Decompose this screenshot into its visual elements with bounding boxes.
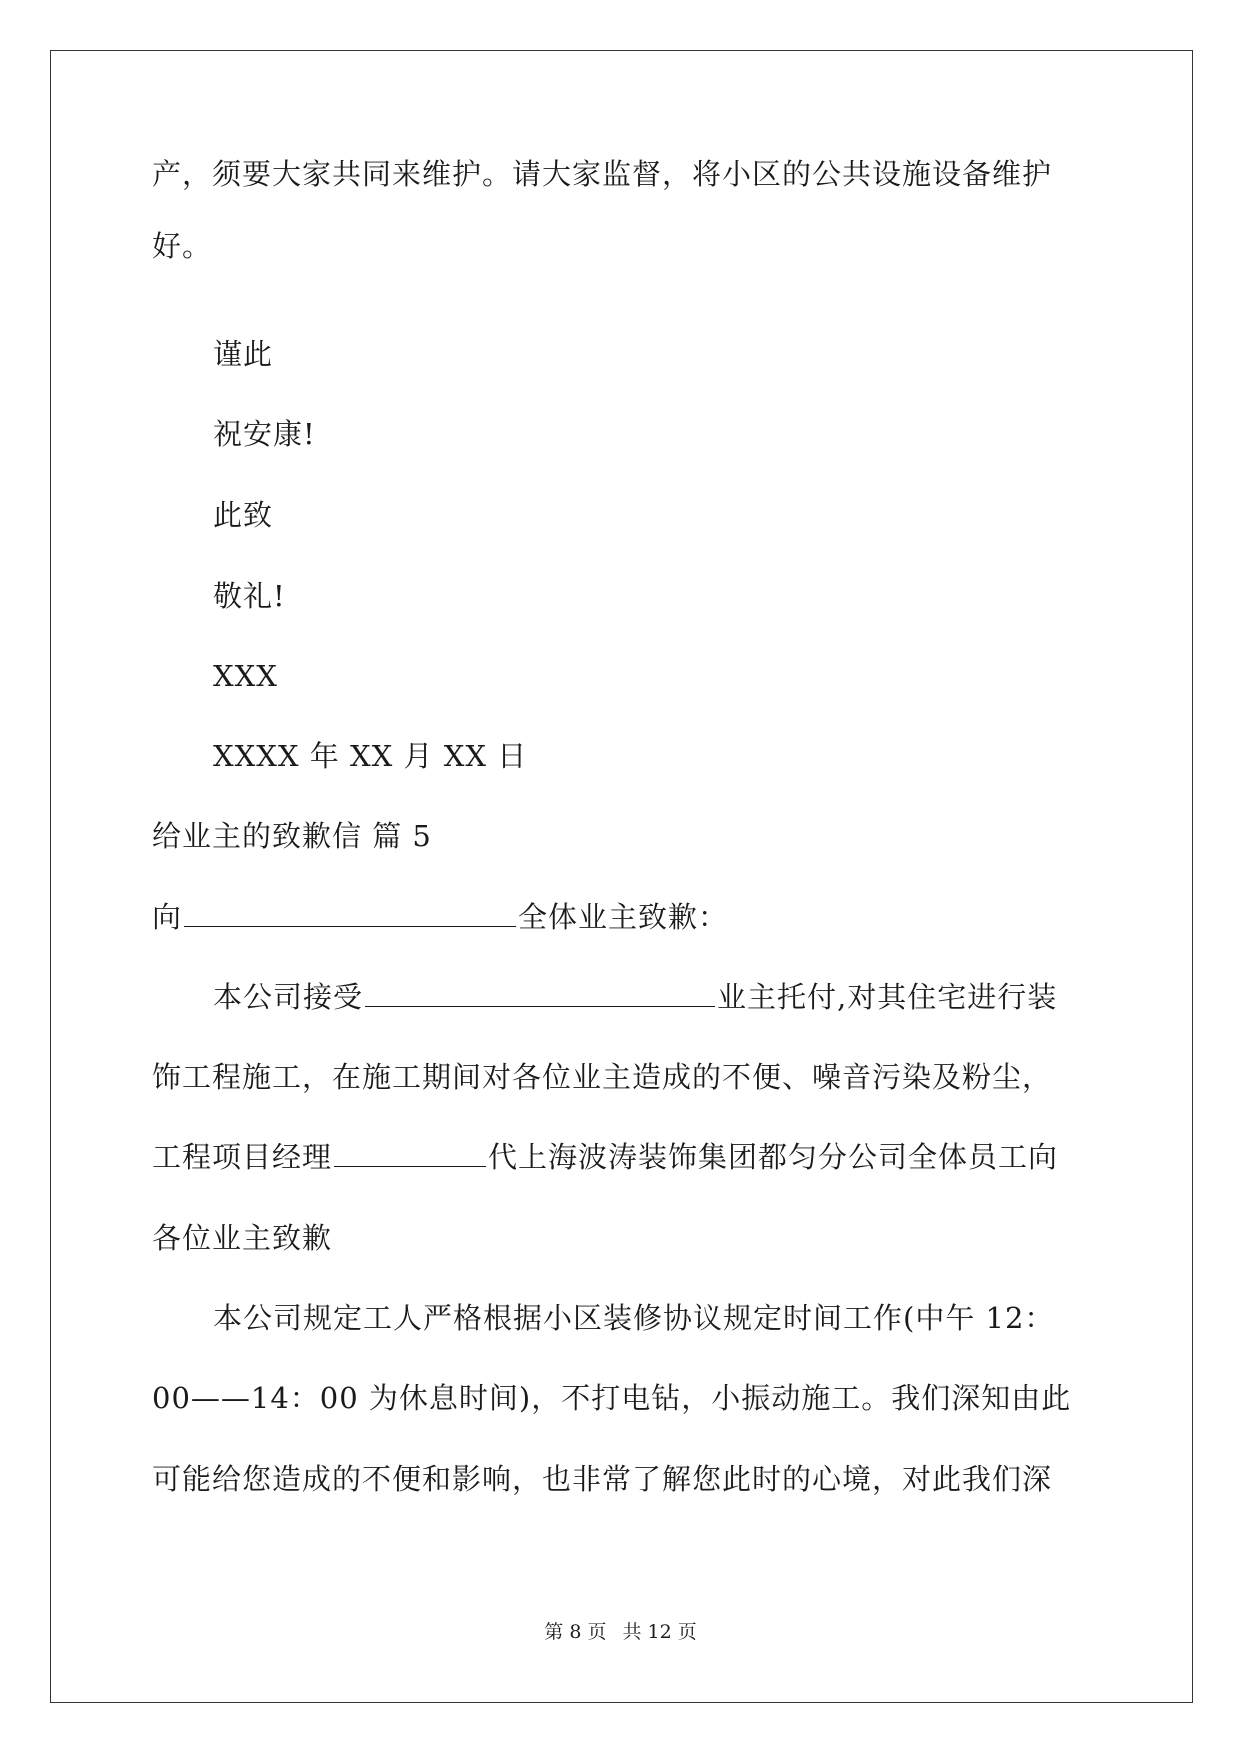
address-suffix: 全体业主致歉： [518, 900, 729, 934]
fill-blank [334, 1140, 486, 1167]
page-border [50, 50, 1193, 1703]
page-total: 共 12 页 [622, 1621, 697, 1643]
body-line-6: 00——14：00 为休息时间)，不打电钻，小振动施工。我们深知由此 [152, 1381, 1072, 1415]
body-line-1-suffix: 业主托付,对其住宅进行装 [717, 980, 1058, 1014]
date-line: XXXX 年 XX 月 XX 日 [213, 739, 528, 773]
body-line-5: 本公司规定工人严格根据小区装修协议规定时间工作(中午 12： [213, 1301, 1055, 1335]
body-line-1 [213, 977, 1057, 1017]
address-line [152, 897, 728, 937]
text-line-2: 好。 [152, 229, 213, 263]
body-line-3-suffix: 代上海波涛装饰集团都匀分公司全体员工向 [488, 1140, 1059, 1174]
body-line-7: 可能给您造成的不便和影响，也非常了解您此时的心境，对此我们深 [152, 1462, 1053, 1496]
page-footer [0, 1620, 1241, 1644]
body-line-1-prefix: 本公司接受 [213, 980, 364, 1014]
text-line-1: 产，须要大家共同来维护。请大家监督，将小区的公共设施设备维护 [152, 157, 1053, 191]
fill-blank [184, 900, 516, 927]
salutation-line: 此致 [213, 498, 274, 532]
body-line-3-prefix: 工程项目经理 [152, 1140, 333, 1174]
body-line-4: 各位业主致歉 [152, 1221, 333, 1255]
address-prefix: 向 [152, 900, 183, 934]
closing-line: 谨此 [213, 337, 274, 371]
section-heading: 给业主的致歉信 篇 5 [152, 819, 432, 853]
signature-line: XXX [213, 659, 278, 693]
fill-blank [365, 980, 715, 1007]
body-line-3 [152, 1137, 1058, 1177]
wish-line: 祝安康! [213, 417, 316, 451]
body-line-2: 饰工程施工，在施工期间对各位业主造成的不便、噪音污染及粉尘， [152, 1060, 1053, 1094]
regards-line: 敬礼! [213, 579, 286, 613]
page-number: 第 8 页 [544, 1621, 607, 1643]
